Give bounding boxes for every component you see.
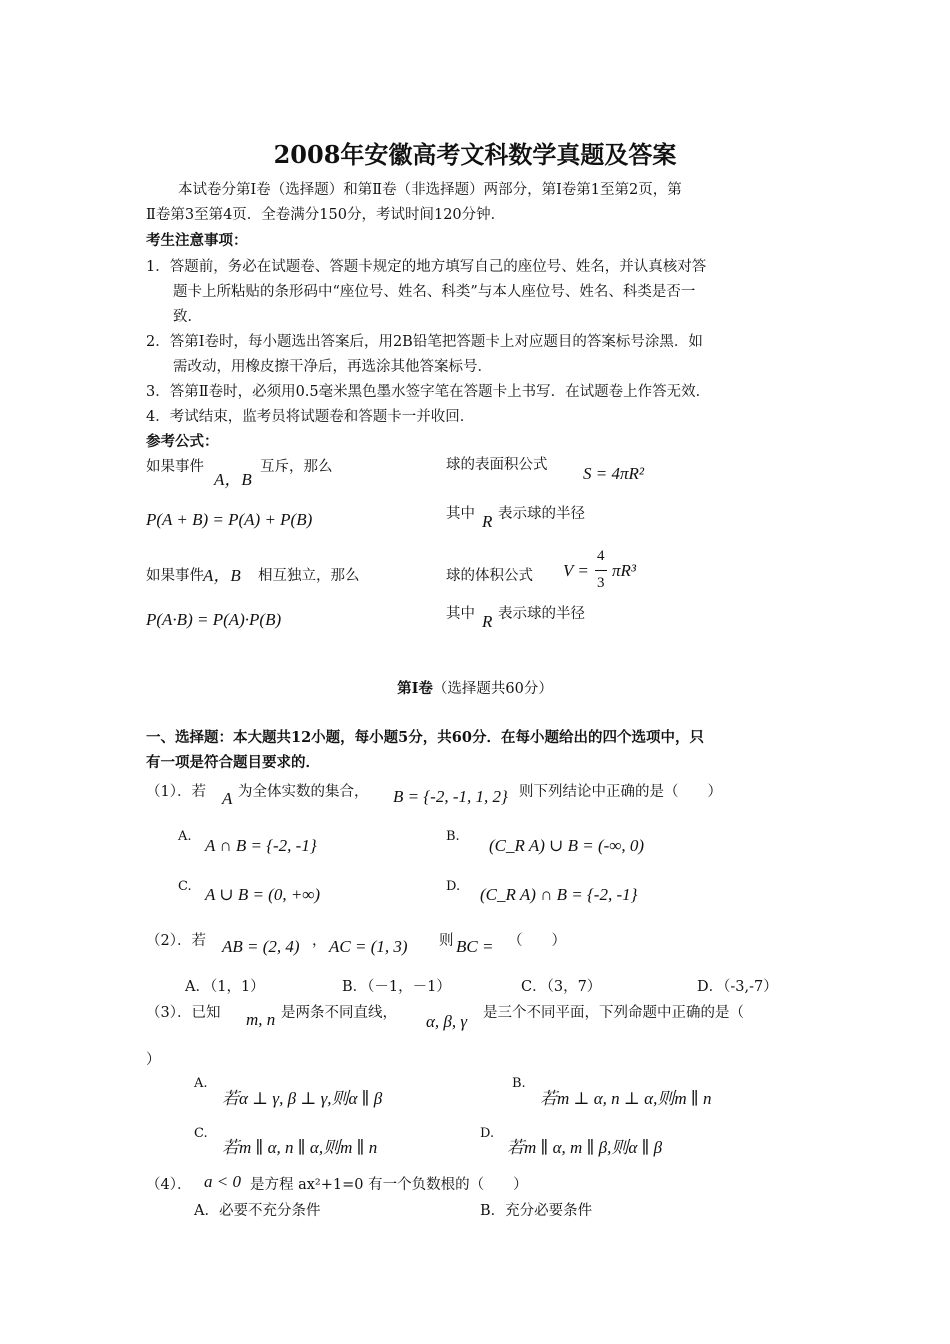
q1-option-d: (C_R A) ∩ B = {-2, -1} [480,885,638,904]
radius-note-2-var: R [482,612,493,631]
sphere-volume-rhs: πR³ [612,561,636,580]
radius-note-1-a: 其中 [446,506,475,522]
q2-ze: 则 [439,933,454,949]
sphere-area-formula: S = 4πR² [583,464,644,483]
notice-item-1-line-2: 题卡上所粘贴的条形码中“座位号、姓名、科类”与本人座位号、姓名、科类是否一 [173,284,696,300]
section-1-line-1: 一、选择题：本大题共12小题，每小题5分，共60分．在每小题给出的四个选项中，只 [146,729,704,746]
q4-suffix: 是方程 ax²+1=0 有一个负数根的（ ） [250,1177,528,1193]
q4-option-b: B．充分必要条件 [480,1203,593,1219]
q3-option-d: 若m ∥ α, m ∥ β,则α ∥ β [507,1138,663,1157]
part-1-heading-bold: 第Ⅰ卷 [397,680,433,697]
q3-option-a: 若α ⊥ γ, β ⊥ γ,则α ∥ β [222,1089,383,1108]
part-1-heading [0,677,950,698]
intro-line-2: Ⅱ卷第3至第4页．全卷满分150分，考试时间120分钟． [146,207,506,223]
q4-prefix: （4）． [146,1177,192,1193]
q2-paren: （ ） [508,933,566,949]
sphere-area-label: 球的表面积公式 [446,457,548,473]
q1-option-c-label: C. [178,879,192,894]
formula-1-label-a: 如果事件 [146,459,204,475]
q4-option-a: A．必要不充分条件 [194,1203,321,1219]
q2-option-d: D．（-3,-7） [697,979,778,995]
q2-ac: AC = (1, 3) [329,937,408,956]
section-1-line-2: 有一项是符合题目要求的． [146,754,320,771]
q1-option-c: A ∪ B = (0, +∞) [205,885,321,904]
page-title: 2008年安徽高考文科数学真题及答案 [273,140,677,169]
q3-option-b-label: B. [512,1076,526,1091]
formula-2-label-b: 相互独立，那么 [258,568,360,584]
radius-note-2-a: 其中 [446,606,475,622]
intro-line-1: 本试卷分第Ⅰ卷（选择题）和第Ⅱ卷（非选择题）两部分，第Ⅰ卷第1至第2页，第 [178,182,682,198]
sphere-volume-lhs: V = [563,561,589,580]
q3-mid: 是两条不同直线， [281,1005,397,1021]
q1-var: A [222,789,233,808]
formula-1-vars: A，B [214,470,252,489]
q2-option-c: C．（3，7） [521,979,602,995]
fraction-bar [595,570,607,571]
q3-option-d-label: D. [480,1126,495,1141]
formula-1-equation: P(A + B) = P(A) + P(B) [146,510,313,529]
q2-bc: BC = [456,937,494,956]
q1-option-a-label: A. [178,829,192,844]
notice-item-3: 3．答第Ⅱ卷时，必须用0.5毫米黑色墨水签字笔在答题卡上书写．在试题卷上作答无效． [146,384,711,400]
sphere-volume-numerator: 4 [597,548,605,564]
q3-prefix: （3）．已知 [146,1005,221,1021]
q1-option-b-label: B. [446,829,460,844]
formula-2-vars: A，B [203,566,241,585]
q1-option-d-label: D. [446,879,461,894]
q2-option-b: B．（－1，－1） [342,979,451,995]
q3-option-c-label: C. [194,1126,208,1141]
q3-abg: α, β, γ [426,1012,468,1031]
notice-item-2-line-1: 2．答第Ⅰ卷时，每小题选出答案后，用2B铅笔把答题卡上对应题目的答案标号涂黑．如 [146,334,703,350]
q2-ab: AB = (2, 4) [222,937,300,956]
notice-heading: 考生注意事项： [146,232,248,249]
q3-option-c: 若m ∥ α, n ∥ α,则m ∥ n [222,1138,378,1157]
q3-suffix: 是三个不同平面，下列命题中正确的是（ [483,1005,744,1021]
q3-option-a-label: A. [194,1076,208,1091]
notice-item-2-line-2: 需改动，用橡皮擦干净后，再选涂其他答案标号． [173,359,492,375]
formula-1-label-b: 互斥，那么 [260,459,333,475]
sphere-volume-label: 球的体积公式 [446,568,533,584]
radius-note-1-b: 表示球的半径 [498,506,585,522]
radius-note-1-var: R [482,512,493,531]
formulas-heading: 参考公式： [146,433,219,450]
q1-suffix: 则下列结论中正确的是（ ） [519,784,722,800]
q4-condition: a < 0 [204,1172,241,1191]
q3-close: ） [146,1052,161,1068]
notice-item-1-line-3: 致． [173,309,202,325]
q1-mid: 为全体实数的集合， [238,784,369,800]
q1-option-a: A ∩ B = {-2, -1} [205,836,317,855]
q1-option-b: (C_R A) ∪ B = (-∞, 0) [489,836,645,855]
q3-mn: m, n [246,1010,276,1029]
q2-option-a: A．（1，1） [185,979,265,995]
q3-option-b: 若m ⊥ α, n ⊥ α,则m ∥ n [540,1089,712,1108]
q1-prefix: （1）．若 [146,784,206,800]
formula-2-label-a: 如果事件 [146,568,204,584]
formula-2-equation: P(A·B) = P(A)·P(B) [146,610,282,629]
radius-note-2-b: 表示球的半径 [498,606,585,622]
part-1-heading-rest: （选择题共60分） [432,681,553,697]
notice-item-1-line-1: 1．答题前，务必在试题卷、答题卡规定的地方填写自己的座位号、姓名，并认真核对答 [146,259,707,275]
notice-item-4: 4．考试结束，监考员将试题卷和答题卡一并收回． [146,409,475,425]
q1-set: B = {-2, -1, 1, 2} [393,787,508,806]
sphere-volume-denominator: 3 [597,575,605,591]
q2-prefix: （2）．若 [146,933,206,949]
q2-comma: ， [312,933,327,949]
